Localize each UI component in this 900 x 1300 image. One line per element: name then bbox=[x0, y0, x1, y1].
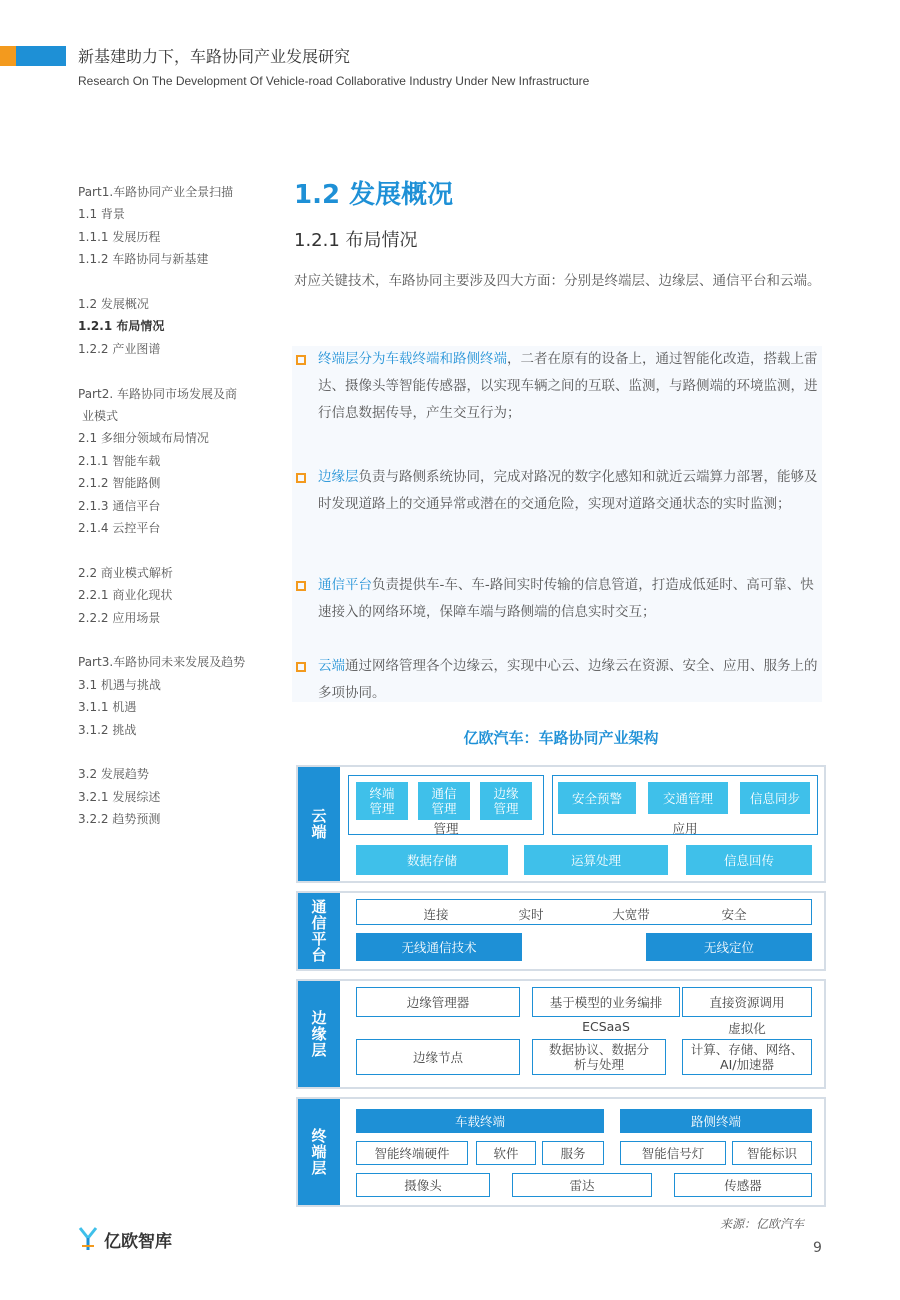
square-bullet-icon bbox=[296, 355, 306, 365]
toc-item[interactable]: 2.1.1 智能车载 bbox=[78, 453, 161, 468]
toc-item-current[interactable]: 1.2.1 布局情况 bbox=[78, 319, 165, 334]
smart-sign-box: 智能标识 bbox=[732, 1141, 812, 1165]
wireless-comm-box: 无线通信技术 bbox=[356, 933, 522, 961]
header-blue-bar bbox=[16, 46, 66, 66]
info-sync-box: 信息同步 bbox=[740, 782, 810, 814]
computing-box: 运算处理 bbox=[524, 845, 668, 875]
toc-item[interactable]: 2.1 多细分领域布局情况 bbox=[78, 431, 209, 446]
toc-item[interactable]: 3.1 机遇与挑战 bbox=[78, 677, 161, 692]
cloud-side-label: 云端 bbox=[298, 767, 340, 881]
roadside-terminal-box: 路侧终端 bbox=[620, 1109, 812, 1133]
comm-feature: 连接 bbox=[423, 907, 449, 922]
bullet-item bbox=[292, 653, 822, 707]
header-title: 新基建助力下，车路协同产业发展研究 bbox=[78, 47, 351, 66]
bullet-item bbox=[292, 346, 822, 427]
toc-item[interactable]: 1.1.1 发展历程 bbox=[78, 229, 161, 244]
toc-item[interactable]: 2.1.4 云控平台 bbox=[78, 521, 161, 536]
logo-text: 亿欧智库 bbox=[104, 1231, 172, 1252]
terminal-management-box: 终端 管理 bbox=[356, 782, 408, 820]
comm-feature: 实时 bbox=[518, 907, 544, 922]
edge-side-label: 边缘层 bbox=[298, 981, 340, 1087]
virtualization-label: 虚拟化 bbox=[728, 1021, 766, 1036]
info-return-box: 信息回传 bbox=[686, 845, 812, 875]
bullet-item bbox=[292, 572, 822, 626]
bullet-text: ，二者在原有的设备上，通过智能化改造，搭载上雷达、摄像头等智能传感器，以实现车辆之间的互联、监测，与路侧端的环境监测，进行信息数据传导，产生交互行为； bbox=[318, 351, 818, 421]
safety-warning-box: 安全预警 bbox=[558, 782, 636, 814]
compute-storage-box: 计算、存储、网络、 AI/加速器 bbox=[682, 1039, 812, 1075]
comm-feature: 安全 bbox=[721, 907, 747, 922]
edge-node-box: 边缘节点 bbox=[356, 1039, 520, 1075]
diagram-title: 亿欧汽车：车路协同产业架构 bbox=[463, 729, 659, 747]
bullet-text: 负责与路侧系统协同，完成对路况的数字化感知和就近云端算力部署，能够及时发现道路上的交通异常或潜在的交通危险，实现对道路交通状态的实时监测； bbox=[318, 469, 818, 512]
edge-management-box: 边缘 管理 bbox=[480, 782, 532, 820]
data-protocol-box: 数据协议、数据分 析与处理 bbox=[532, 1039, 666, 1075]
model-orchestration-box: 基于模型的业务编排 bbox=[532, 987, 680, 1017]
intro-paragraph: 对应关键技术，车路协同主要涉及四大方面：分别是终端层、边缘层、通信平台和云端。 bbox=[294, 273, 821, 289]
smart-signal-box: 智能信号灯 bbox=[620, 1141, 726, 1165]
toc-item[interactable]: 1.1 背景 bbox=[78, 207, 125, 222]
camera-box: 摄像头 bbox=[356, 1173, 490, 1197]
smart-hardware-box: 智能终端硬件 bbox=[356, 1141, 468, 1165]
toc-item[interactable]: Part3.车路协同未来发展及趋势 bbox=[78, 655, 246, 670]
toc-item[interactable]: 业模式 bbox=[82, 409, 119, 424]
toc-item[interactable]: Part2. 车路协同市场发展及商 bbox=[78, 386, 237, 401]
cloud-panel bbox=[296, 765, 826, 883]
vehicle-terminal-box: 车载终端 bbox=[356, 1109, 604, 1133]
comm-management-box: 通信 管理 bbox=[418, 782, 470, 820]
header-subtitle: Research On The Development Of Vehicle-road Collaborative Industry Under New Infrastructure bbox=[78, 74, 590, 88]
toc-item[interactable]: 3.2.2 趋势预测 bbox=[78, 812, 161, 827]
comm-panel bbox=[296, 891, 826, 971]
toc-item[interactable]: 1.2.2 产业图谱 bbox=[78, 341, 161, 356]
ecsaas-label: ECSaaS bbox=[582, 1019, 630, 1034]
bullet-highlight: 云端 bbox=[318, 658, 345, 674]
toc-item[interactable]: 2.2.2 应用场景 bbox=[78, 610, 161, 625]
toc-item[interactable]: 2.1.2 智能路侧 bbox=[78, 476, 161, 491]
resource-call-box: 直接资源调用 bbox=[682, 987, 812, 1017]
edge-panel bbox=[296, 979, 826, 1089]
bullet-list bbox=[292, 346, 822, 702]
comm-side-label: 通信平台 bbox=[298, 893, 340, 969]
page-number: 9 bbox=[813, 1240, 822, 1256]
toc-item[interactable]: Part1.车路协同产业全景扫描 bbox=[78, 185, 234, 199]
management-label: 管理 bbox=[433, 821, 459, 836]
bullet-item bbox=[292, 464, 822, 518]
bullet-text: 通过网络管理各个边缘云，实现中心云、边缘云在资源、安全、应用、服务上的多项协同。 bbox=[318, 658, 818, 701]
edge-manager-box: 边缘管理器 bbox=[356, 987, 520, 1017]
toc-item[interactable]: 1.1.2 车路协同与新基建 bbox=[78, 252, 209, 267]
toc-item[interactable]: 3.2.1 发展综述 bbox=[78, 789, 161, 804]
logo-icon bbox=[78, 1226, 100, 1252]
radar-box: 雷达 bbox=[512, 1173, 652, 1197]
bullet-text: 负责提供车-车、车-路间实时传输的信息管道，打造成低延时、高可靠、快速接入的网络环境，保障车端与路侧端的信息实时交互； bbox=[318, 577, 814, 620]
bullet-highlight: 终端层分为车载终端和路侧终端 bbox=[318, 351, 507, 367]
comm-feature: 大宽带 bbox=[612, 907, 650, 922]
toc-item[interactable]: 3.1.1 机遇 bbox=[78, 700, 137, 715]
toc-item[interactable]: 2.1.3 通信平台 bbox=[78, 498, 161, 513]
square-bullet-icon bbox=[296, 581, 306, 591]
sensor-box: 传感器 bbox=[674, 1173, 812, 1197]
logo bbox=[78, 1226, 172, 1252]
software-box: 软件 bbox=[476, 1141, 536, 1165]
data-storage-box: 数据存储 bbox=[356, 845, 508, 875]
section-heading: 1.2 发展概况 bbox=[294, 180, 454, 210]
traffic-management-box: 交通管理 bbox=[648, 782, 728, 814]
source-note: 来源：亿欧汽车 bbox=[720, 1217, 805, 1231]
wireless-positioning-box: 无线定位 bbox=[646, 933, 812, 961]
service-box: 服务 bbox=[542, 1141, 604, 1165]
square-bullet-icon bbox=[296, 473, 306, 483]
table-of-contents bbox=[78, 181, 268, 831]
toc-item[interactable]: 3.2 发展趋势 bbox=[78, 767, 149, 782]
subsection-heading: 1.2.1 布局情况 bbox=[294, 230, 418, 251]
toc-item[interactable]: 2.2.1 商业化现状 bbox=[78, 588, 173, 603]
toc-item[interactable]: 3.1.2 挑战 bbox=[78, 722, 137, 737]
toc-item[interactable]: 2.2 商业模式解析 bbox=[78, 565, 173, 580]
application-label: 应用 bbox=[672, 821, 698, 836]
toc-item[interactable]: 1.2 发展概况 bbox=[78, 297, 149, 312]
square-bullet-icon bbox=[296, 662, 306, 672]
header-orange-bar bbox=[0, 46, 16, 66]
bullet-highlight: 通信平台 bbox=[318, 577, 372, 593]
terminal-panel bbox=[296, 1097, 826, 1207]
bullet-highlight: 边缘层 bbox=[318, 469, 359, 485]
terminal-side-label: 终端层 bbox=[298, 1099, 340, 1205]
